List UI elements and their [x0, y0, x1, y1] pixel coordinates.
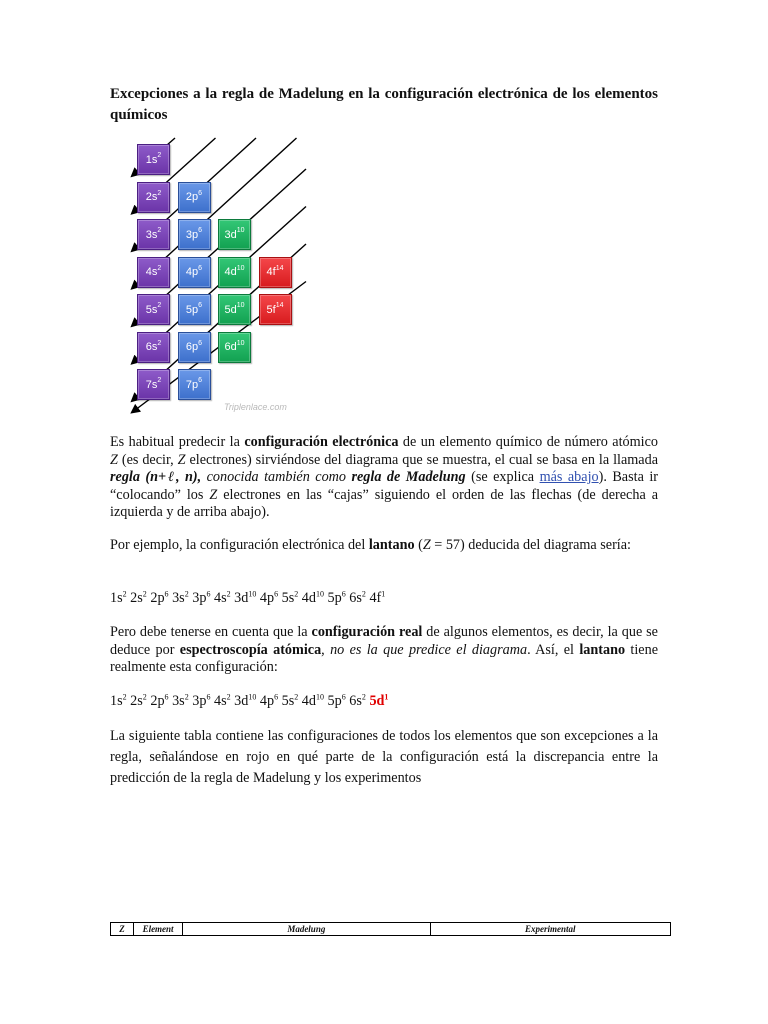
electrons: 1: [381, 589, 386, 598]
orbital-electrons: 2: [157, 377, 162, 384]
orbital-label: 2p: [185, 191, 199, 203]
bold-term: espectroscopía atómica: [179, 641, 322, 658]
config-term: [192, 693, 210, 709]
electrons: 6: [164, 589, 169, 598]
text: = 57) deducida del diagrama sería:: [430, 537, 631, 553]
orbital: 3d: [234, 692, 249, 709]
text: de algunos elementos, es decir, la que se deduce por: [110, 624, 658, 658]
lanthanum: lantano: [368, 537, 415, 553]
orbital-box-4s: [137, 257, 170, 288]
orbital-box-7s: [137, 369, 170, 400]
text: (es decir,: [117, 451, 178, 468]
orbital: 5s: [281, 692, 295, 709]
orbital-box-5f: [259, 294, 292, 325]
orbital-box-4d: [218, 257, 251, 288]
orbital: 5p: [327, 692, 342, 709]
text: ,: [321, 641, 331, 658]
electrons: 2: [226, 692, 231, 701]
orbital-electrons: 6: [198, 339, 203, 347]
config-term: [234, 590, 256, 606]
orbital-box-5s: [137, 294, 170, 325]
orbital: 6s: [349, 692, 362, 709]
orbital-electrons: 2: [157, 152, 162, 159]
column-header-madelung: Madelung: [183, 923, 430, 936]
orbital: 2p: [150, 589, 165, 606]
orbital-electrons: 2: [157, 302, 162, 309]
orbital: 4p: [259, 589, 275, 606]
orbital: 2p: [150, 692, 165, 709]
electrons: 6: [164, 692, 169, 701]
orbital-electrons: 6: [198, 302, 203, 309]
orbital-box-2s: [137, 182, 170, 213]
orbital-box-5d: [218, 294, 251, 325]
orbital-electrons: 2: [157, 339, 162, 347]
orbital-electrons: 6: [198, 227, 203, 234]
orbital: 1s: [110, 692, 123, 709]
orbital: 4f: [369, 589, 382, 606]
text: tiene realmente esta configuración:: [110, 641, 658, 675]
orbital-label: 3p: [185, 228, 199, 241]
electrons: 2: [294, 589, 299, 598]
orbital-box-6s: [137, 332, 170, 363]
electrons: 2: [122, 692, 127, 701]
electrons: 6: [206, 589, 211, 598]
orbital-label: 4p: [185, 266, 199, 278]
paragraph-intro: [110, 434, 658, 522]
paragraph-example: [110, 537, 658, 555]
orbital-label: 6p: [185, 341, 199, 353]
orbital-electrons: 10: [236, 264, 245, 272]
column-header-z: Z: [111, 923, 134, 936]
orbital-electrons: 6: [198, 264, 203, 272]
var-z: Z: [110, 451, 118, 468]
config-term: [282, 590, 299, 606]
orbital: 4p: [259, 692, 275, 709]
text: de un elemento químico de número atómico: [398, 434, 658, 450]
text: Por ejemplo, la configuración electrónica del: [110, 537, 369, 553]
exceptions-table: [110, 922, 671, 936]
italic-text: no es la que predice el diagrama: [330, 641, 528, 658]
orbital-label: 4f: [266, 266, 276, 278]
orbital-electrons: 10: [236, 339, 245, 347]
var-z: Z: [422, 537, 431, 553]
orbital-label: 5f: [266, 303, 276, 316]
orbital-box-6p: [178, 332, 211, 363]
orbital: 5s: [281, 589, 295, 606]
table-header-row: [111, 923, 671, 936]
orbital-box-2p: [178, 182, 211, 213]
config-term: [369, 590, 385, 606]
orbital-box-3s: [137, 219, 170, 250]
orbital-box-4f: [259, 257, 292, 288]
electrons: 6: [341, 589, 346, 598]
lanthanum: lantano: [579, 641, 626, 658]
text: (: [414, 537, 423, 553]
orbital: 4s: [213, 589, 227, 606]
orbital: 3p: [192, 589, 207, 606]
madelung-rule: regla de Madelung: [351, 469, 466, 485]
config-term: [349, 590, 366, 606]
electrons: 10: [248, 589, 257, 598]
column-header-element: Element: [134, 923, 183, 936]
orbital-label: 7p: [185, 378, 199, 391]
electrons: 1: [384, 692, 389, 701]
orbital-electrons: 10: [236, 302, 245, 309]
rule-name: regla (n+ℓ, n),: [110, 469, 202, 485]
orbital-box-6d: [218, 332, 251, 363]
config-term: [234, 693, 256, 709]
config-term: [282, 693, 299, 709]
orbital-label: 5s: [145, 303, 158, 316]
orbital-label: 7s: [145, 378, 158, 391]
more-below-link[interactable]: más abajo: [539, 469, 599, 485]
orbital: 2s: [130, 692, 143, 709]
watermark: Triplenlace.com: [224, 402, 287, 412]
orbital-label: 4s: [145, 266, 158, 278]
orbital-label: 3s: [145, 228, 158, 241]
var-z: Z: [209, 486, 218, 503]
text: Es habitual predecir la: [110, 434, 245, 450]
column-header-experimental: Experimental: [430, 923, 670, 936]
orbital: 3s: [172, 589, 185, 606]
orbital: 3d: [234, 589, 249, 606]
paragraph-table-intro: La siguiente tabla contiene las configuraciones de todos los elementos que son excepciones a la regla, señalándose en rojo en qué parte de la configuración está la discrepancia entre la predicción de la regla de Madelung y los experimentos: [110, 728, 658, 786]
config-term: [172, 693, 189, 709]
orbital-electrons: 2: [157, 189, 162, 197]
text: ). Basta ir “colocando” los: [110, 469, 658, 503]
orbital-label: 2s: [145, 191, 158, 203]
orbital-electrons: 10: [236, 227, 245, 234]
config-discrepancy: [369, 693, 388, 709]
var-z: Z: [177, 451, 186, 468]
electrons: 2: [184, 692, 189, 701]
electrons: 10: [315, 589, 324, 598]
config-term: [328, 590, 346, 606]
config-term: [328, 693, 346, 709]
config-term: [260, 590, 278, 606]
electrons: 6: [206, 692, 211, 701]
orbital: 5p: [327, 589, 342, 606]
orbital-label: 3d: [224, 228, 237, 241]
electrons: 2: [361, 692, 366, 701]
electrons: 2: [122, 589, 127, 598]
config-term: [192, 590, 210, 606]
text: Pero debe tenerse en cuenta que la: [110, 624, 312, 640]
config-term: [172, 590, 189, 606]
text: (se explica: [465, 469, 540, 485]
orbital-label: 1s: [145, 153, 158, 166]
orbital-box-3p: [178, 219, 211, 250]
config-term: [130, 693, 147, 709]
orbital: 2s: [130, 589, 143, 606]
electrons: 2: [142, 589, 147, 598]
electrons: 6: [341, 692, 346, 701]
orbital-electrons: 6: [198, 377, 203, 384]
config-term: [150, 590, 168, 606]
electrons: 10: [315, 692, 324, 701]
config-term: [110, 693, 127, 709]
bold-term: configuración real: [311, 624, 423, 640]
config-term: [214, 590, 231, 606]
config-term: [302, 693, 324, 709]
electrons: 6: [274, 692, 279, 701]
orbital: 1s: [110, 589, 123, 606]
orbital-box-1s: [137, 144, 170, 175]
electrons: 6: [274, 589, 279, 598]
orbital: 4d: [301, 692, 316, 709]
orbital: 3s: [172, 692, 185, 709]
orbital-box-3d: [218, 219, 251, 250]
config-orbitals: [110, 693, 369, 709]
orbital-box-7p: [178, 369, 211, 400]
document-title: Excepciones a la regla de Madelung en la configuración electrónica de los elementos químicos: [110, 86, 658, 123]
electrons: 2: [142, 692, 147, 701]
orbital-electrons: 2: [157, 264, 162, 272]
orbital: 6s: [349, 589, 362, 606]
config-term: [260, 693, 278, 709]
orbital-label: 6d: [224, 341, 237, 353]
orbital: 5d: [369, 692, 385, 709]
paragraph-real-config: [110, 624, 658, 677]
electrons: 2: [294, 692, 299, 701]
orbital: 4d: [301, 589, 316, 606]
electrons: 10: [248, 692, 257, 701]
electrons: 2: [226, 589, 231, 598]
config-experimental: [110, 692, 388, 710]
orbital: 3p: [192, 692, 207, 709]
config-predicted: [110, 589, 385, 607]
orbital-electrons: 14: [275, 264, 284, 272]
config-term: [214, 693, 231, 709]
config-term: [150, 693, 168, 709]
orbital-electrons: 6: [198, 189, 203, 197]
electrons: 2: [361, 589, 366, 598]
config-term: [130, 590, 147, 606]
orbital-label: 5p: [185, 303, 199, 316]
text: electrones) sirviéndose del diagrama que se muestra, el cual se basa en la llamada: [185, 451, 658, 468]
orbital-label: 6s: [145, 341, 158, 353]
orbital-electrons: 14: [275, 302, 284, 309]
config-term: [110, 590, 127, 606]
config-term: [349, 693, 366, 709]
bold-term: configuración electrónica: [244, 434, 399, 450]
orbital-label: 5d: [224, 303, 237, 316]
orbital-box-4p: [178, 257, 211, 288]
config-term: [302, 590, 324, 606]
orbital-box-5p: [178, 294, 211, 325]
text: . Así, el: [527, 641, 580, 658]
electrons: 2: [184, 589, 189, 598]
orbital: 4s: [213, 692, 227, 709]
orbital-label: 4d: [224, 266, 237, 278]
text: electrones en las “cajas” siguiendo el orden de las flechas (de derecha a izquierda y de arriba abajo).: [110, 486, 659, 520]
text: conocida también como: [201, 469, 352, 485]
madelung-diagram: [110, 136, 310, 418]
orbital-electrons: 2: [157, 227, 162, 234]
